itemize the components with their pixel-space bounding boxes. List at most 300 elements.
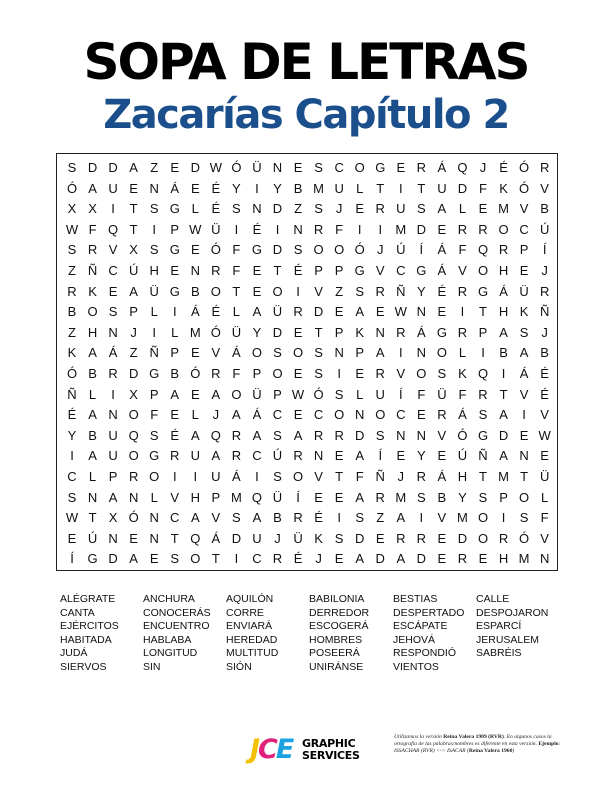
grid-cell: S: [67, 489, 77, 505]
grid-cell: E: [293, 366, 303, 381]
grid-cell: F: [335, 221, 344, 237]
word-list-item: ESCOGERÁ: [309, 620, 369, 633]
grid-cell: R: [170, 448, 180, 464]
grid-cell: F: [232, 366, 241, 381]
grid-cell: Z: [150, 160, 159, 175]
grid-cell: L: [171, 324, 179, 340]
grid-cell: E: [355, 201, 365, 217]
word-list-item: VIENTOS: [393, 661, 439, 673]
grid-cell: E: [334, 304, 344, 320]
grid-cell: I: [419, 510, 424, 526]
grid-cell: Á: [437, 160, 447, 175]
grid-cell: V: [211, 510, 221, 526]
logo-letter-j: J: [250, 734, 259, 765]
grid-cell: K: [314, 530, 323, 546]
grid-cell: O: [375, 407, 386, 423]
word-list-item: BABILONIA: [309, 593, 365, 605]
grid-cell: D: [498, 427, 509, 443]
grid-cell: Á: [232, 469, 241, 484]
grid-cell: I: [398, 345, 403, 361]
grid-cell: U: [211, 469, 221, 484]
grid-cell: Ñ: [87, 263, 98, 278]
grid-cell: B: [499, 345, 508, 361]
grid-cell: S: [314, 345, 323, 361]
grid-cell: I: [337, 366, 341, 381]
grid-cell: B: [88, 366, 97, 381]
grid-cell: S: [519, 324, 529, 340]
grid-cell: A: [375, 345, 385, 361]
grid-cell: J: [397, 469, 405, 484]
grid-cell: E: [190, 180, 200, 196]
grid-cell: T: [170, 530, 179, 546]
grid-cell: E: [375, 304, 385, 320]
grid-row: [57, 508, 559, 528]
grid-cell: O: [477, 263, 489, 278]
grid-cell: H: [457, 469, 468, 484]
grid-cell: H: [498, 551, 509, 567]
grid-cell: G: [149, 366, 160, 381]
grid-cell: T: [520, 469, 529, 484]
grid-cell: N: [375, 324, 385, 340]
grid-cell: Ñ: [375, 469, 385, 484]
grid-cell: Í: [378, 448, 383, 464]
grid-cell: L: [88, 386, 97, 402]
note-example-version: Reina Valera 1960: [468, 748, 513, 754]
grid-cell: Í: [419, 242, 424, 258]
grid-row: [57, 364, 559, 384]
grid-cell: R: [457, 221, 468, 237]
grid-cell: Y: [67, 427, 77, 443]
word-list-item: CANTA: [60, 606, 95, 619]
grid-cell: K: [499, 180, 508, 196]
grid-cell: P: [519, 242, 529, 258]
grid-cell: W: [65, 221, 79, 237]
grid-cell: E: [129, 180, 138, 196]
grid-cell: V: [540, 407, 549, 423]
grid-cell: C: [67, 469, 77, 484]
grid-cell: M: [313, 180, 325, 196]
grid-cell: L: [458, 345, 467, 361]
grid-cell: D: [108, 160, 118, 175]
grid-cell: L: [541, 489, 549, 505]
jce-graphic-services-logo: [250, 734, 365, 768]
grid-cell: Q: [457, 160, 468, 175]
grid-cell: G: [251, 242, 262, 258]
grid-cell: Q: [190, 530, 201, 546]
grid-cell: D: [231, 530, 242, 546]
grid-cell: O: [149, 469, 160, 484]
grid-cell: O: [190, 551, 201, 567]
grid-cell: S: [108, 304, 118, 320]
grid-cell: T: [499, 386, 508, 402]
grid-cell: N: [149, 510, 159, 526]
grid-cell: P: [355, 345, 365, 361]
grid-cell: Ü: [437, 386, 447, 402]
grid-row: [57, 529, 559, 549]
grid-cell: I: [501, 510, 506, 526]
word-list-item: RESPONDIÓ: [393, 647, 457, 660]
grid-cell: O: [334, 242, 345, 258]
grid-cell: B: [293, 180, 303, 196]
grid-cell: D: [375, 551, 385, 567]
word-list-item: HABITADA: [60, 633, 112, 646]
grid-cell: A: [88, 345, 97, 361]
grid-cell: V: [519, 201, 529, 217]
grid-row: [57, 405, 559, 425]
grid-cell: Á: [437, 469, 447, 484]
grid-cell: G: [169, 201, 180, 217]
word-list-item: SIÓN: [226, 661, 252, 673]
grid-cell: D: [416, 221, 427, 237]
grid-cell: O: [519, 489, 530, 505]
grid-cell: É: [252, 221, 262, 237]
grid-cell: E: [334, 448, 344, 464]
grid-cell: E: [170, 263, 180, 278]
logo-line-graphic: GRAPHIC: [302, 737, 356, 750]
grid-cell: A: [190, 427, 200, 443]
grid-cell: J: [479, 160, 487, 175]
grid-cell: Ó: [231, 160, 242, 175]
grid-cell: N: [149, 530, 159, 546]
grid-cell: E: [293, 324, 303, 340]
word-list-item: ESPARCÍ: [476, 620, 522, 633]
grid-cell: O: [128, 448, 139, 464]
grid-cell: O: [416, 366, 427, 381]
logo-line-services: SERVICES: [302, 749, 360, 762]
grid-cell: R: [334, 427, 344, 443]
grid-cell: Ü: [231, 324, 242, 340]
grid-cell: Ñ: [67, 386, 77, 402]
grid-cell: E: [417, 407, 426, 423]
grid-cell: F: [88, 221, 97, 237]
note-example-text: : ISSACHAR (RVR) <-> ISACAR (: [394, 741, 561, 754]
grid-cell: T: [314, 324, 323, 340]
grid-cell: V: [458, 263, 467, 278]
grid-cell: E: [67, 530, 77, 546]
grid-cell: T: [88, 510, 97, 526]
grid-cell: E: [478, 201, 488, 217]
grid-cell: E: [437, 304, 447, 320]
grid-row: [57, 426, 559, 446]
grid-cell: E: [252, 283, 262, 299]
grid-cell: S: [334, 530, 344, 546]
word-list-item: DESPOJARON: [476, 606, 549, 619]
grid-cell: N: [354, 407, 365, 423]
grid-cell: A: [211, 448, 221, 464]
grid-cell: S: [67, 160, 77, 175]
grid-cell: A: [355, 304, 365, 320]
grid-cell: A: [129, 283, 138, 299]
grid-cell: R: [211, 263, 221, 278]
grid-cell: I: [152, 221, 156, 237]
grid-cell: E: [396, 448, 406, 464]
grid-cell: P: [334, 324, 344, 340]
grid-cell: I: [460, 304, 465, 320]
grid-cell: F: [232, 263, 241, 278]
grid-cell: I: [111, 386, 115, 402]
grid-cell: A: [437, 201, 447, 217]
grid-cell: F: [458, 242, 467, 258]
word-list-item: ESCÁPATE: [393, 620, 448, 633]
grid-cell: E: [396, 160, 406, 175]
grid-row: [57, 446, 559, 466]
word-list-item: ANCHURA: [143, 593, 195, 605]
grid-cell: R: [293, 510, 303, 526]
grid-cell: Ú: [396, 242, 406, 258]
grid-row: [57, 261, 559, 281]
grid-cell: K: [519, 304, 529, 320]
word-list-item: CALLE: [476, 593, 510, 605]
grid-cell: Q: [477, 242, 489, 258]
grid-cell: T: [479, 304, 487, 320]
grid-cell: H: [149, 263, 159, 278]
grid-cell: O: [436, 345, 447, 361]
word-list-item: HEREDAD: [226, 633, 278, 646]
grid-cell: G: [477, 283, 489, 299]
grid-cell: D: [128, 366, 139, 381]
grid-cell: Z: [68, 263, 76, 278]
grid-cell: S: [314, 160, 323, 175]
grid-row: [57, 179, 559, 199]
word-list-item: JUDÁ: [60, 647, 88, 660]
grid-cell: R: [396, 530, 406, 546]
grid-cell: I: [275, 221, 280, 237]
grid-cell: Z: [68, 324, 76, 340]
grid-cell: W: [291, 386, 305, 402]
grid-cell: N: [539, 551, 550, 567]
grid-cell: T: [335, 469, 344, 484]
grid-cell: I: [398, 180, 403, 196]
grid-cell: S: [417, 489, 426, 505]
grid-cell: P: [129, 304, 138, 320]
grid-cell: A: [232, 407, 241, 423]
grid-cell: E: [355, 366, 365, 381]
grid-cell: Z: [335, 283, 344, 299]
grid-cell: B: [540, 345, 549, 361]
grid-cell: Ú: [272, 448, 283, 464]
grid-cell: Z: [129, 345, 138, 361]
grid-cell: C: [272, 407, 283, 423]
grid-cell: U: [437, 180, 447, 196]
grid-row: [57, 240, 559, 260]
grid-cell: Í: [542, 242, 547, 258]
grid-cell: R: [457, 324, 468, 340]
grid-cell: T: [417, 180, 426, 196]
grid-cell: N: [272, 160, 283, 175]
grid-cell: Ó: [519, 530, 530, 546]
grid-cell: Ú: [457, 448, 468, 464]
grid-cell: N: [87, 489, 98, 505]
grid-cell: S: [149, 201, 159, 217]
grid-cell: A: [252, 510, 262, 526]
grid-cell: Ü: [272, 489, 283, 505]
grid-cell: S: [519, 510, 529, 526]
grid-cell: Á: [437, 263, 447, 278]
grid-cell: É: [293, 551, 303, 567]
grid-cell: K: [355, 324, 365, 340]
grid-cell: N: [190, 263, 200, 278]
grid-cell: R: [375, 366, 385, 381]
grid-cell: Á: [437, 242, 447, 258]
grid-cell: G: [169, 283, 180, 299]
grid-cell: R: [457, 551, 468, 567]
grid-cell: Ú: [539, 221, 550, 237]
grid-cell: V: [437, 510, 447, 526]
grid-cell: L: [150, 489, 158, 505]
grid-cell: Y: [232, 180, 241, 196]
grid-cell: T: [479, 469, 487, 484]
grid-cell: S: [417, 201, 426, 217]
grid-cell: W: [189, 221, 202, 237]
grid-cell: R: [108, 366, 118, 381]
note-version: Reina Valera 1909 (RVR): [443, 734, 504, 740]
grid-cell: B: [540, 201, 549, 217]
page-title: SOPA DE LETRAS: [83, 33, 529, 91]
grid-cell: Ü: [519, 283, 529, 299]
word-list-item: ENCUENTRO: [143, 620, 210, 633]
grid-cell: N: [396, 427, 406, 443]
word-list-item: HABLABA: [143, 633, 192, 646]
grid-cell: I: [193, 469, 198, 484]
grid-cell: P: [108, 469, 118, 484]
word-list-item: SIN: [143, 661, 161, 673]
grid-cell: S: [149, 427, 159, 443]
grid-cell: L: [356, 386, 364, 402]
grid-cell: Ü: [539, 469, 550, 484]
grid-cell: R: [416, 469, 427, 484]
grid-cell: F: [458, 386, 467, 402]
grid-cell: I: [172, 304, 177, 320]
grid-cell: G: [436, 324, 447, 340]
grid-cell: E: [293, 407, 303, 423]
grid-cell: A: [252, 304, 262, 320]
grid-cell: Ü: [252, 386, 262, 402]
grid-cell: Ó: [128, 510, 139, 526]
grid-cell: Q: [210, 427, 221, 443]
grid-cell: E: [519, 427, 529, 443]
grid-cell: U: [108, 427, 118, 443]
grid-cell: H: [498, 263, 509, 278]
grid-cell: Ñ: [149, 345, 159, 361]
grid-cell: É: [170, 427, 180, 443]
grid-cell: S: [273, 345, 282, 361]
grid-cell: R: [375, 201, 385, 217]
grid-cell: D: [87, 160, 98, 175]
grid-cell: N: [108, 530, 118, 546]
grid-cell: B: [170, 366, 180, 381]
grid-cell: B: [67, 304, 77, 320]
grid-cell: Ó: [457, 427, 468, 443]
grid-cell: D: [272, 201, 283, 217]
grid-cell: P: [149, 386, 159, 402]
grid-cell: C: [396, 407, 406, 423]
grid-cell: O: [231, 386, 242, 402]
grid-cell: H: [190, 489, 200, 505]
grid-cell: X: [67, 201, 77, 217]
grid-cell: I: [152, 324, 156, 340]
grid-row: [57, 220, 559, 240]
grid-cell: N: [108, 324, 118, 340]
word-list-item: SIERVOS: [60, 661, 107, 673]
grid-cell: R: [231, 448, 242, 464]
grid-cell: V: [314, 469, 323, 484]
grid-cell: É: [437, 283, 447, 299]
grid-cell: E: [478, 551, 488, 567]
grid-cell: U: [108, 448, 118, 464]
grid-cell: I: [111, 201, 115, 217]
grid-cell: V: [211, 345, 221, 361]
grid-cell: C: [313, 407, 324, 423]
grid-cell: Ñ: [478, 448, 488, 464]
grid-cell: C: [334, 160, 344, 175]
grid-cell: T: [376, 180, 385, 196]
grid-cell: Á: [170, 180, 180, 196]
grid-cell: O: [477, 510, 489, 526]
grid-cell: V: [519, 386, 529, 402]
grid-cell: J: [212, 407, 220, 423]
logo-text: [302, 738, 360, 762]
grid-cell: B: [273, 510, 282, 526]
grid-cell: E: [437, 551, 447, 567]
grid-cell: R: [293, 448, 303, 464]
grid-cell: R: [539, 160, 550, 175]
grid-cell: O: [292, 345, 304, 361]
grid-cell: A: [355, 489, 365, 505]
grid-cell: S: [232, 201, 241, 217]
grid-cell: Í: [296, 489, 300, 505]
grid-cell: E: [129, 530, 138, 546]
grid-cell: Á: [211, 530, 221, 546]
grid-cell: M: [498, 201, 509, 217]
grid-cell: W: [394, 304, 407, 320]
grid-cell: Ó: [354, 242, 365, 258]
grid-cell: T: [211, 551, 220, 567]
grid-cell: É: [211, 180, 221, 196]
grid-cell: I: [481, 345, 485, 361]
grid-cell: T: [129, 221, 138, 237]
grid-cell: C: [252, 551, 262, 567]
grid-cell: G: [354, 263, 365, 278]
grid-cell: B: [88, 427, 97, 443]
grid-row: [57, 282, 559, 302]
note-part1: Utilizamos la versión: [394, 734, 444, 740]
grid-cell: I: [378, 221, 383, 237]
grid-cell: Y: [252, 324, 262, 340]
grid-cell: I: [234, 221, 239, 237]
grid-cell: Á: [417, 324, 426, 340]
grid-cell: Y: [417, 283, 426, 299]
grid-cell: W: [538, 427, 551, 443]
grid-cell: S: [478, 489, 488, 505]
grid-cell: D: [457, 530, 468, 546]
grid-cell: I: [357, 221, 362, 237]
grid-cell: É: [211, 304, 221, 320]
grid-cell: Q: [108, 221, 119, 237]
grid-cell: G: [149, 448, 160, 464]
grid-cell: Y: [273, 180, 282, 196]
grid-cell: R: [498, 530, 509, 546]
grid-cell: A: [396, 551, 406, 567]
grid-cell: T: [232, 283, 241, 299]
grid-cell: S: [314, 201, 323, 217]
grid-cell: V: [108, 242, 118, 258]
grid-cell: E: [334, 489, 344, 505]
grid-cell: R: [478, 221, 488, 237]
grid-cell: O: [477, 530, 489, 546]
grid-cell: É: [540, 386, 549, 402]
grid-cell: Z: [294, 201, 303, 217]
grid-cell: D: [354, 530, 365, 546]
